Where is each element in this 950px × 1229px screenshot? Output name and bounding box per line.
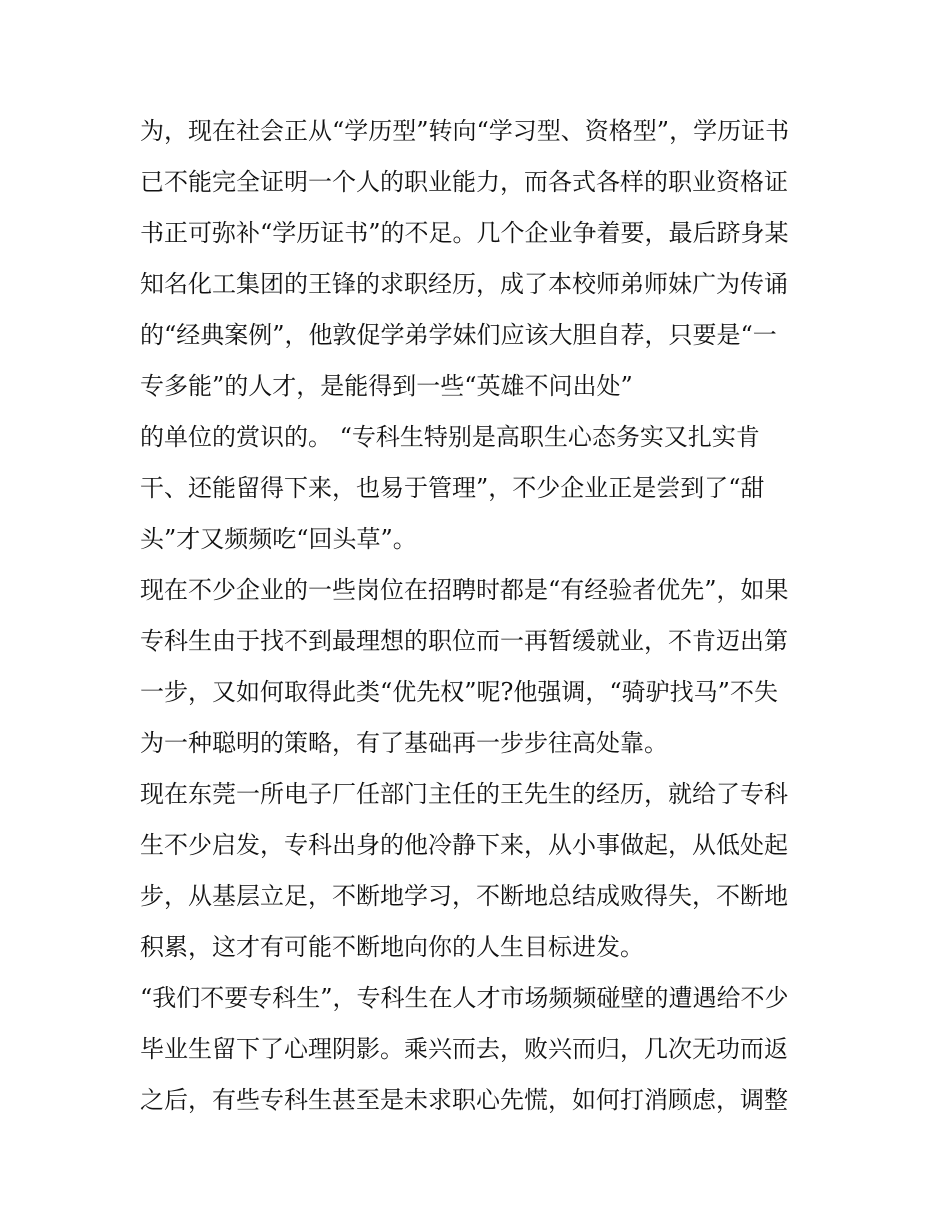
text-line: 专多能”的人才，是能得到一些“英雄不问出处” bbox=[140, 372, 633, 400]
text-line: “我们不要专科生”，专科生在人才市场频频碰壁的遭遇给不少 bbox=[140, 984, 789, 1012]
text-line: 生不少启发，专科出身的他冷静下来，从小事做起，从低处起 bbox=[140, 831, 788, 859]
text-line: 书正可弥补“学历证书”的不足。几个企业争着要，最后跻身某 bbox=[140, 219, 789, 247]
text-line: 的“经典案例”，他敦促学弟学妹们应该大胆自荐，只要是“一 bbox=[140, 321, 777, 349]
text-line: 已不能完全证明一个人的职业能力，而各式各样的职业资格证 bbox=[140, 168, 788, 196]
text-line: 一步，又如何取得此类“优先权”呢?他强调，“骑驴找马”不失 bbox=[140, 678, 778, 706]
text-line: 头”才又频频吃“回头草”。 bbox=[140, 525, 417, 553]
text-line: 知名化工集团的王锋的求职经历，成了本校师弟师妹广为传诵 bbox=[140, 270, 788, 298]
document-body-text bbox=[140, 106, 830, 1126]
text-line: 现在不少企业的一些岗位在招聘时都是“有经验者优先”，如果 bbox=[140, 576, 789, 604]
text-line: 步，从基层立足，不断地学习，不断地总结成败得失，不断地 bbox=[140, 882, 788, 910]
text-line: 专科生由于找不到最理想的职位而一再暂缓就业，不肯迈出第 bbox=[140, 627, 788, 655]
text-line: 积累，这才有可能不断地向你的人生目标进发。 bbox=[140, 933, 644, 961]
text-line: 毕业生留下了心理阴影。乘兴而去，败兴而归，几次无功而返 bbox=[140, 1035, 788, 1063]
text-line: 干、还能留得下来，也易于管理”，不少企业正是尝到了“甜 bbox=[140, 474, 765, 502]
text-line: 为，现在社会正从“学历型”转向“学习型、资格型”，学历证书 bbox=[140, 117, 790, 145]
text-line: 之后，有些专科生甚至是未求职心先慌，如何打消顾虑，调整 bbox=[140, 1086, 788, 1114]
text-line: 现在东莞一所电子厂任部门主任的王先生的经历，就给了专科 bbox=[140, 780, 788, 808]
text-line: 的单位的赏识的。 “专科生特别是高职生心态务实又扎实肯 bbox=[140, 423, 760, 451]
text-line: 为一种聪明的策略，有了基础再一步步往高处靠。 bbox=[140, 729, 668, 757]
